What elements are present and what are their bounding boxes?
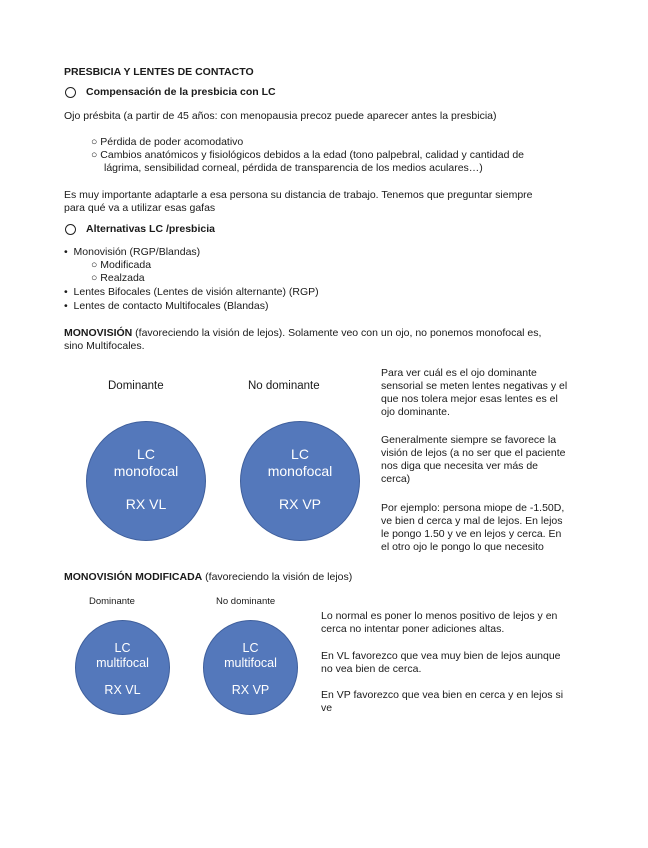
lens-circle-dominante [86,421,206,541]
note-paragraph: En VL favorezco que vea muy bien de lejos aunque no vea bien de cerca. [321,650,561,675]
circle-label-lc: LC [291,446,309,462]
list-item: ○ Realzada [91,272,145,284]
list-item: • Lentes Bifocales (Lentes de visión alternante) (RGP) [64,286,319,298]
label-no-dominante: No dominante [248,380,320,392]
bullet-icon: • [64,300,74,312]
circle-label-type: multifocal [96,656,149,670]
monovision-heading: MONOVISIÓN [64,327,133,339]
lens-circle-no-dominante [240,421,360,541]
label-dominante: Dominante [89,596,135,607]
modificada-intro: MONOVISIÓN MODIFICADA (favoreciendo la visión de lejos) [64,571,353,583]
list-item: • Lentes de contacto Multifocales (Blandas) [64,300,269,312]
bullet-icon: • [64,286,74,298]
list-item: ○ Modificada [91,259,152,271]
sub-bullet-icon: ○ [91,272,101,284]
lens-circle-no-dominante [203,620,298,715]
lens-circle-dominante [75,620,170,715]
label-no-dominante: No dominante [216,596,276,607]
circle-label-type: monofocal [267,463,333,479]
radio-circle-icon [65,224,76,235]
list-item: • Monovisión (RGP/Blandas) [64,246,201,258]
note-paragraph: Por ejemplo: persona miope de -1.50D, ve bien d cerca y mal de lejos. En lejos le pongo 1.50 y ve en lejos y cerca. En el otro ojo le pongo lo que necesito [381,502,565,553]
circle-label-rx: RX VL [125,496,167,512]
note-paragraph: En VP favorezco que vea bien en cerca y en lejos si ve [321,689,564,714]
note-paragraph: Lo normal es poner lo menos positivo de lejos y en cerca no intentar poner adiciones altas. [321,610,558,635]
circle-label-lc: LC [114,641,131,655]
modificada-heading: MONOVISIÓN MODIFICADA [64,571,203,583]
section-heading-compensacion: Compensación de la presbicia con LC [86,86,276,98]
note-paragraph: Para ver cuál es el ojo dominante sensorial se meten lentes negativas y el que nos tolera mejor esas lentes es el ojo dominante. [381,367,568,418]
circle-label-lc: LC [137,446,155,462]
list-item: ○ Cambios anatómicos y fisiológicos debidos a la edad (tono palpebral, calidad y cantidad de [91,149,525,161]
monovision-intro: MONOVISIÓN (favoreciendo la visión de lejos). Solamente veo con un ojo, no ponemos monofocal es, [64,327,542,339]
section-heading-alternativas: Alternativas LC /presbicia [86,223,215,235]
bullet-icon: • [64,246,74,258]
note-paragraph: Generalmente siempre se favorece la visión de lejos (a no ser que el paciente nos diga que necesita ver más de cerca) [381,434,566,485]
intro-text: Ojo présbita (a partir de 45 años: con menopausia precoz puede aparecer antes la presbicia) [64,110,497,122]
circle-label-rx: RX VP [231,683,270,697]
paragraph-line: para qué va a utilizar esas gafas [64,202,216,214]
sub-bullet-icon: ○ [91,136,101,148]
paragraph-line: Es muy importante adaptarle a esa persona su distancia de trabajo. Tenemos que preguntar siempre [64,189,533,201]
list-item-continuation: lágrima, sensibilidad corneal, pérdida de transparencia de los medios aculares…) [104,162,483,174]
circle-label-lc: LC [242,641,259,655]
sub-bullet-icon: ○ [91,149,101,161]
circle-label-rx: RX VL [104,683,141,697]
list-item: ○ Pérdida de poder acomodativo [91,136,244,148]
circle-label-type: multifocal [224,656,277,670]
sub-bullet-icon: ○ [91,259,101,271]
radio-circle-icon [65,87,76,98]
monovision-intro-line2: sino Multifocales. [64,340,145,352]
circle-label-rx: RX VP [278,496,321,512]
label-dominante: Dominante [108,380,164,392]
circle-label-type: monofocal [113,463,179,479]
page-title: PRESBICIA Y LENTES DE CONTACTO [64,66,254,78]
